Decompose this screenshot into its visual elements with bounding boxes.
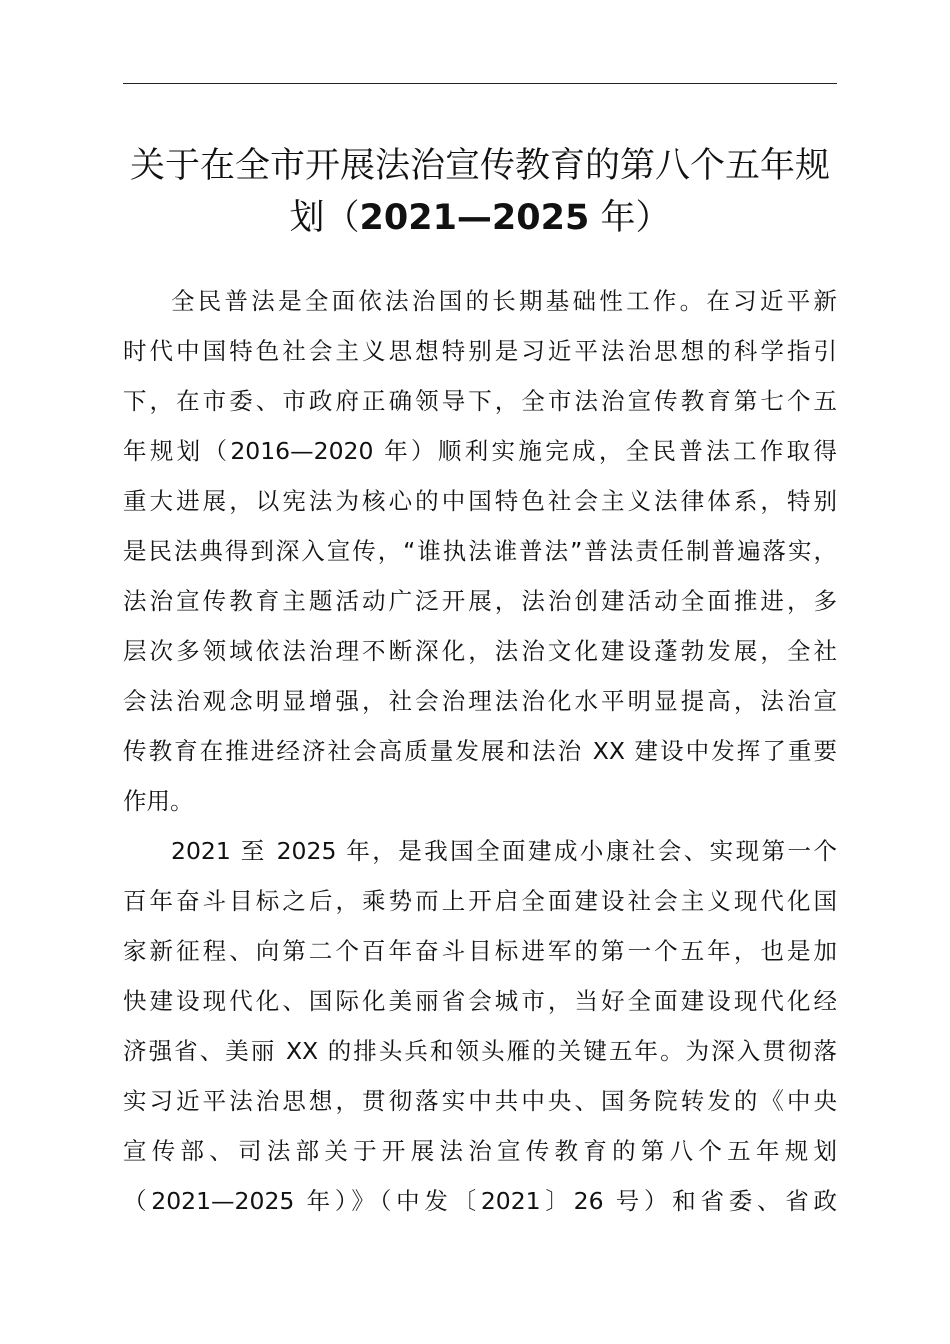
text-line: 宣传部、司法部关于开展法治宣传教育的第八个五年规划 [123, 1137, 837, 1165]
header-rule [123, 83, 837, 84]
text-line: 济强省、美丽 XX 的排头兵和领头雁的关键五年。为深入贯彻落 [123, 1037, 837, 1065]
text-line: 年规划（2016—2020 年）顺利实施完成，全民普法工作取得 [123, 437, 837, 465]
text-line: 重大进展，以宪法为核心的中国特色社会主义法律体系，特别 [123, 487, 837, 515]
title-years: 2021—2025 [359, 198, 590, 238]
title-line-2: 划（2021—2025 年） [289, 198, 671, 238]
text-line: 下，在市委、市政府正确领导下，全市法治宣传教育第七个五 [123, 387, 837, 415]
title-line-1: 关于在全市开展法治宣传教育的第八个五年规 [129, 146, 830, 186]
text-line: 家新征程、向第二个百年奋斗目标进军的第一个五年，也是加 [123, 937, 837, 965]
document-title [123, 140, 837, 244]
text-line: 会法治观念明显增强，社会治理法治化水平明显提高，法治宣 [123, 687, 837, 715]
text-line: 百年奋斗目标之后，乘势而上开启全面建设社会主义现代化国 [123, 887, 837, 915]
text-line: 作用。 [123, 787, 194, 815]
text-line: 2021 至 2025 年，是我国全面建成小康社会、实现第一个 [171, 837, 837, 865]
paragraph-1 [123, 276, 837, 826]
document-body [123, 276, 837, 1226]
text-line: 快建设现代化、国际化美丽省会城市，当好全面建设现代化经 [123, 987, 837, 1015]
text-line: 法治宣传教育主题活动广泛开展，法治创建活动全面推进，多 [123, 587, 837, 615]
text-line: （2021—2025 年）》（中发〔2021〕26 号）和省委、省政 [123, 1187, 837, 1215]
text-line: 传教育在推进经济社会高质量发展和法治 XX 建设中发挥了重要 [123, 737, 837, 765]
text-line: 时代中国特色社会主义思想特别是习近平法治思想的科学指引 [123, 337, 837, 365]
text-line: 是民法典得到深入宣传，“谁执法谁普法”普法责任制普遍落实， [123, 537, 837, 565]
text-line: 全民普法是全面依法治国的长期基础性工作。在习近平新 [171, 287, 837, 315]
paragraph-2 [123, 826, 837, 1226]
text-line: 层次多领域依法治理不断深化，法治文化建设蓬勃发展，全社 [123, 637, 837, 665]
text-line: 实习近平法治思想，贯彻落实中共中央、国务院转发的《中央 [123, 1087, 837, 1115]
